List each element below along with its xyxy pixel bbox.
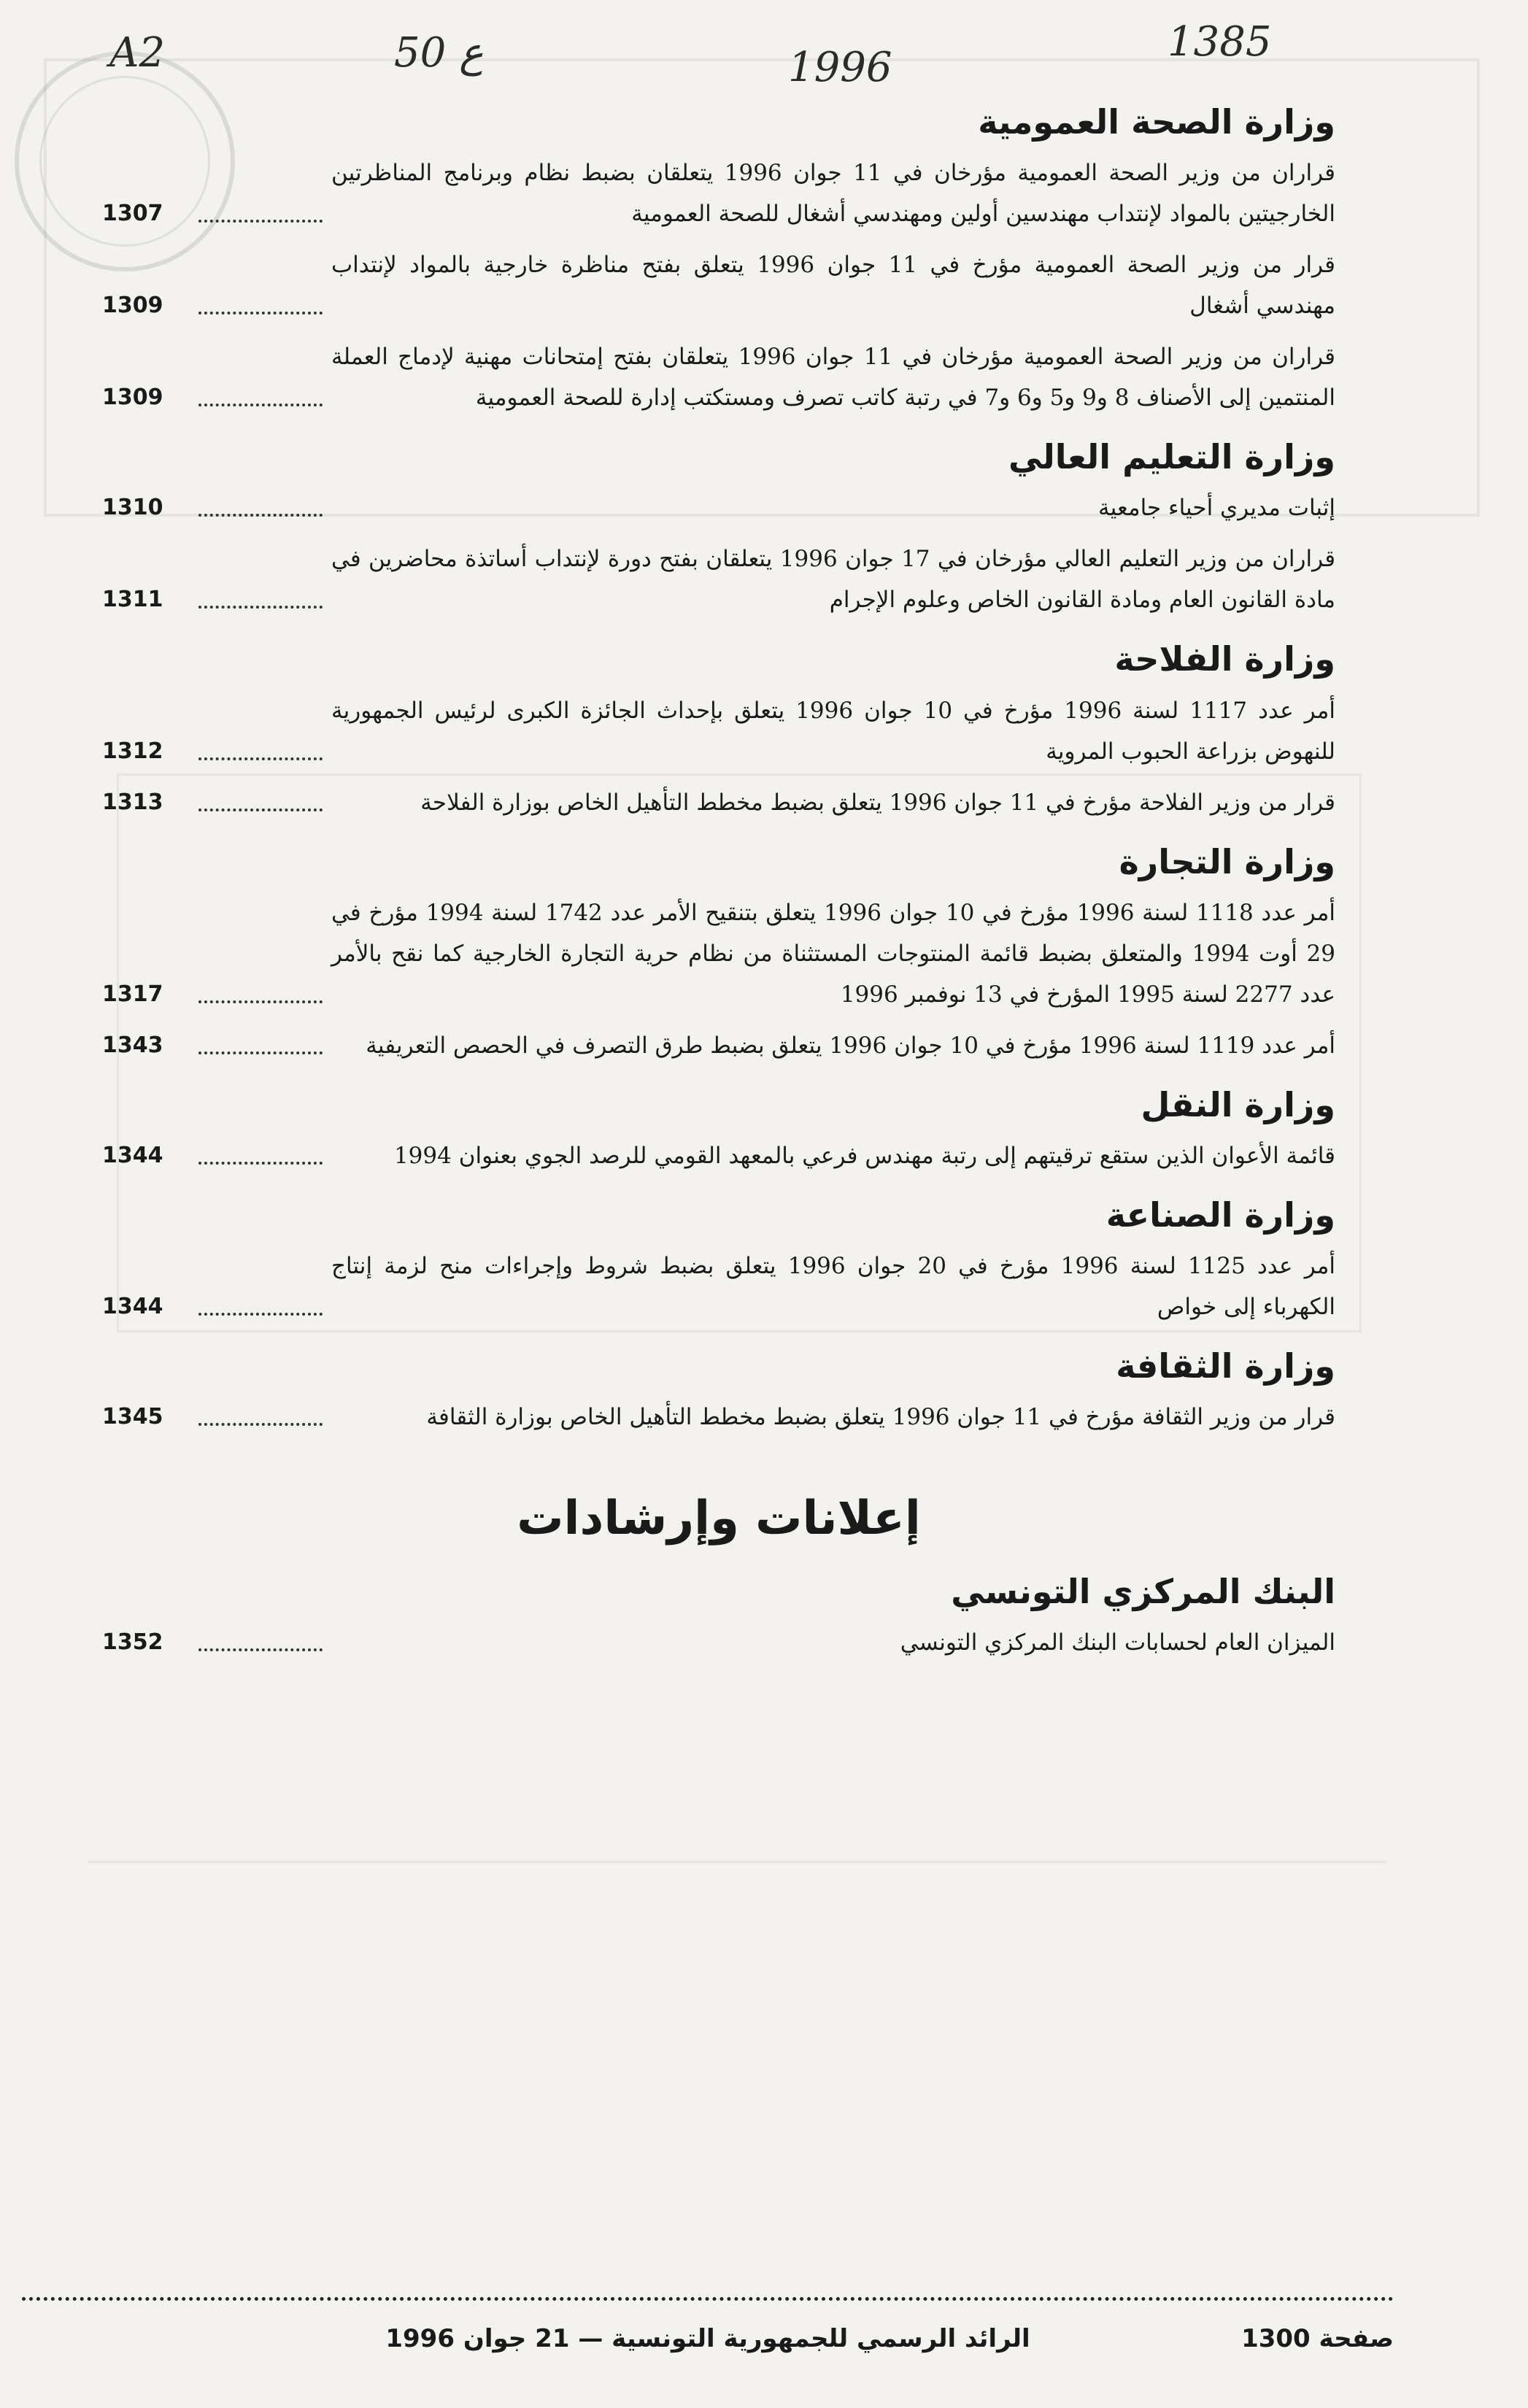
- ministry-title: وزارة الصحة العمومية: [978, 102, 1335, 142]
- footer-page-number: صفحة 1300: [1241, 2324, 1394, 2353]
- toc-entry: [102, 1246, 1335, 1327]
- entry-text: الميزان العام لحسابات البنك المركزي التونسي: [900, 1629, 1335, 1656]
- ministry-title: وزارة النقل: [1141, 1084, 1335, 1124]
- entry-text: أمر عدد 1118 لسنة 1996 مؤرخ في 10 جوان 1996 يتعلق بتنقيح الأمر عدد 1742 لسنة 1994 مؤرخ في 29 أوت 1994 والمتعلق بضبط قائمة المنتوجات المستثناة من نظام حرية التجارة الخارجية كما نقح بالأمر عدد 2277 لسنة 1995 المؤرخ في 13 نوفمبر 1996: [331, 899, 1335, 1008]
- page-number: 1310: [102, 495, 163, 521]
- ministry-title: وزارة الفلاحة: [1114, 639, 1335, 679]
- dot-leader: [198, 1423, 323, 1426]
- page-number: 1309: [102, 293, 163, 319]
- page-footer: [22, 2324, 1394, 2368]
- toc-entry: [102, 1025, 1335, 1066]
- ministry-section: [102, 1346, 1335, 1438]
- page-number: 1317: [102, 981, 163, 1007]
- toc-entry: [102, 1135, 1335, 1176]
- page-number: 1352: [102, 1629, 163, 1655]
- ministry-title: وزارة التجارة: [1119, 841, 1335, 881]
- toc-entry: [102, 153, 1335, 234]
- dot-leader: [198, 757, 323, 760]
- ministry-section: [102, 639, 1335, 822]
- section-central-bank: [102, 1572, 1335, 1663]
- ministry-section: [102, 102, 1335, 418]
- entry-text: أمر عدد 1119 لسنة 1996 مؤرخ في 10 جوان 1996 يتعلق بضبط طرق التصرف في الحصص التعريفية: [366, 1032, 1335, 1059]
- page-number: 1313: [102, 789, 163, 815]
- footer-journal-title: الرائد الرسمي للجمهورية التونسية — 21 جوان 1996: [385, 2324, 1030, 2353]
- handwritten-note: 1385: [1168, 18, 1272, 66]
- toc-entry: [102, 487, 1335, 528]
- announcements-title: إعلانات وإرشادات: [517, 1492, 921, 1546]
- page-number: 1344: [102, 1294, 163, 1320]
- dot-leader: [198, 809, 323, 811]
- dot-leader: [198, 1162, 323, 1165]
- dot-leader: [198, 1313, 323, 1316]
- page-number: 1307: [102, 201, 163, 227]
- entry-text: إثبات مديري أحياء جامعية: [1098, 495, 1335, 522]
- dot-leader: [198, 514, 323, 517]
- toc-entry: [102, 782, 1335, 823]
- page-number: 1344: [102, 1142, 163, 1168]
- entry-text: قرار من وزير الثقافة مؤرخ في 11 جوان 1996 يتعلق بضبط مخطط التأهيل الخاص بوزارة الثقافة: [426, 1404, 1335, 1431]
- ministry-section: [102, 1195, 1335, 1327]
- ministry-section: [102, 842, 1335, 1066]
- ministry-title: وزارة الصناعة: [1106, 1195, 1335, 1235]
- entry-text: قراران من وزير الصحة العمومية مؤرخان في 11 جوان 1996 يتعلقان بفتح إمتحانات مهنية لإدماج العملة المنتمين إلى الأصناف 8 و9 و5 و6 و7 في رتبة كاتب تصرف ومستكتب إدارة للصحة العمومية: [331, 344, 1335, 412]
- dot-leader: [198, 1000, 323, 1003]
- handwritten-note: 50 ع: [394, 29, 484, 77]
- handwritten-note: 1996: [788, 44, 892, 91]
- toc-entry: [102, 1397, 1335, 1438]
- page-number: 1312: [102, 738, 163, 764]
- dot-leader: [198, 1051, 323, 1054]
- toc-entry: [102, 244, 1335, 326]
- page-number: 1309: [102, 385, 163, 411]
- handwritten-note: A2: [109, 29, 166, 77]
- contents-list: [102, 102, 1335, 1682]
- dot-leader: [198, 1648, 323, 1651]
- page-number: 1345: [102, 1404, 163, 1430]
- dot-leader: [198, 312, 323, 314]
- ministry-section: [102, 1085, 1335, 1176]
- entry-text: أمر عدد 1125 لسنة 1996 مؤرخ في 20 جوان 1996 يتعلق بضبط شروط وإجراءات منح لزمة إنتاج الكهرباء إلى خواص: [331, 1253, 1336, 1321]
- dot-leader: [198, 220, 323, 223]
- toc-entry: [102, 1622, 1335, 1663]
- footer-rule: [22, 2297, 1394, 2301]
- dot-leader: [198, 404, 323, 406]
- faded-frame: [88, 1861, 1386, 2250]
- entry-text: قرار من وزير الصحة العمومية مؤرخ في 11 جوان 1996 يتعلق بفتح مناظرة خارجية بالمواد لإنتداب مهندسي أشغال: [331, 252, 1335, 320]
- entry-text: أمر عدد 1117 لسنة 1996 مؤرخ في 10 جوان 1996 يتعلق بإحداث الجائزة الكبرى لرئيس الجمهورية للنهوض بزراعة الحبوب المروية: [331, 697, 1335, 765]
- ministry-title: وزارة الثقافة: [1116, 1346, 1335, 1386]
- ministry-title: وزارة التعليم العالي: [1008, 437, 1335, 477]
- toc-entry: [102, 892, 1335, 1015]
- toc-entry: [102, 336, 1335, 418]
- section-title: البنك المركزي التونسي: [951, 1571, 1335, 1611]
- toc-entry: [102, 539, 1335, 620]
- entry-text: قرار من وزير الفلاحة مؤرخ في 11 جوان 1996 يتعلق بضبط مخطط التأهيل الخاص بوزارة الفلاحة: [420, 789, 1335, 816]
- entry-text: قراران من وزير الصحة العمومية مؤرخان في 11 جوان 1996 يتعلقان بضبط نظام وبرنامج المناظرتين الخارجيتين بالمواد لإنتداب مهندسين أولين ومهندسي أشغال للصحة العمومية: [331, 160, 1335, 228]
- entry-text: قراران من وزير التعليم العالي مؤرخان في 17 جوان 1996 يتعلقان بفتح دورة لإنتداب أساتذة محاضرين في مادة القانون العام ومادة القانون الخاص وعلوم الإجرام: [331, 546, 1336, 614]
- page-number: 1311: [102, 587, 163, 613]
- dot-leader: [198, 606, 323, 609]
- ministry-sections: [102, 102, 1335, 1438]
- page-number: 1343: [102, 1032, 163, 1058]
- entry-text: قائمة الأعوان الذين ستقع ترقيتهم إلى رتبة مهندس فرعي بالمعهد القومي للرصد الجوي بعنوان 1994: [393, 1142, 1335, 1169]
- toc-entry: [102, 690, 1335, 772]
- ministry-section: [102, 437, 1335, 620]
